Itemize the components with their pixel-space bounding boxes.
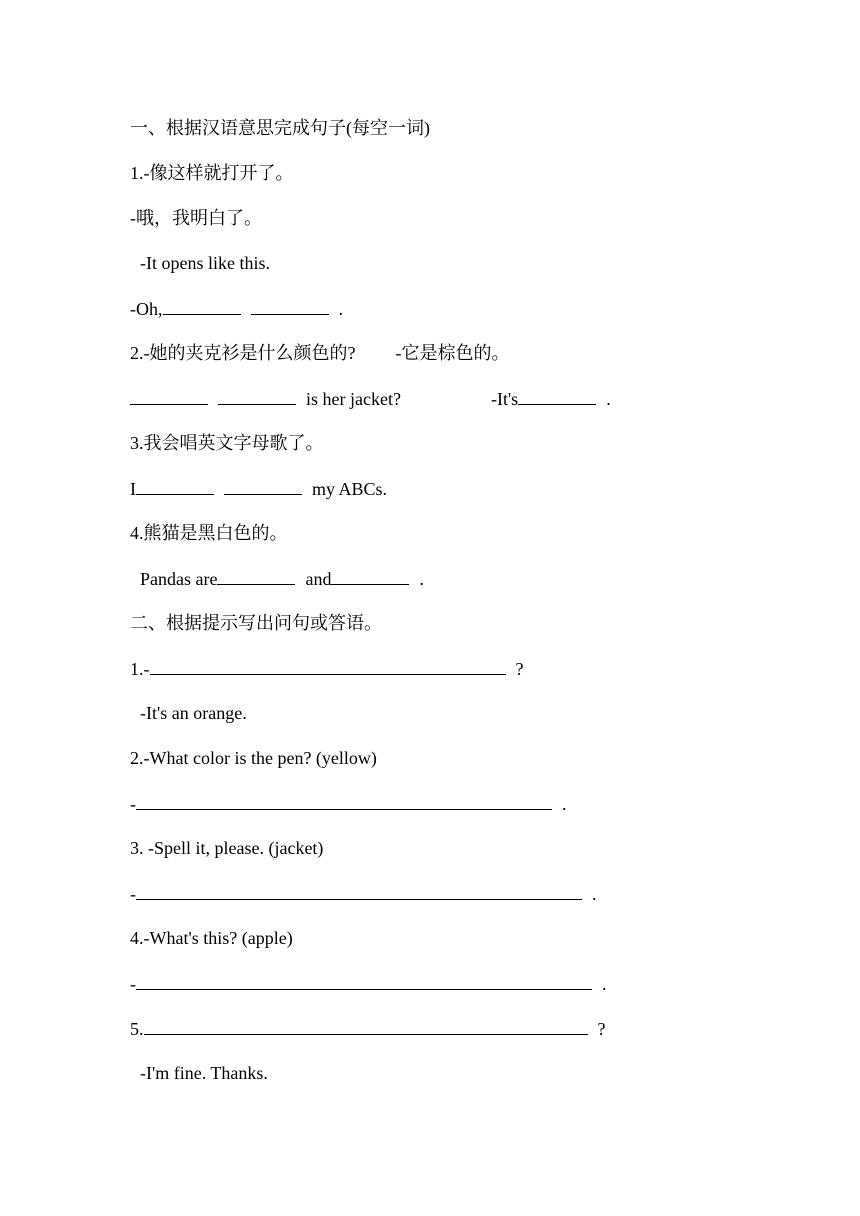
answer-blank[interactable] [251,296,329,315]
s2-q2-suffix: . [562,794,567,814]
s1-q1-chinese: 1.-像这样就打开了。 [130,163,294,183]
s1-q4-chinese: 4.熊猫是黑白色的。 [130,523,288,543]
s2-q2-question: 2.-What color is the pen? (yellow) [130,748,377,768]
s1-q2-answer: -它是棕色的。 [395,343,510,363]
s1-q1-english: -It opens like this. [140,253,270,273]
s2-q2-answer [130,791,567,816]
s1-q2-mid: is her jacket? [306,389,401,409]
answer-blank[interactable] [144,1016,588,1035]
s2-q3-question: 3. -Spell it, please. (jacket) [130,838,324,858]
answer-blank[interactable] [150,656,506,675]
s2-q1-suffix: ? [515,659,524,679]
s1-q3-english [130,476,387,501]
section1-heading: 一、根据汉语意思完成句子(每空一词) [130,118,430,138]
s2-q5-suffix: ? [597,1019,606,1039]
s1-q3-prefix: I [130,479,136,499]
s1-q2-question: 2.-她的夹克衫是什么颜色的? [130,343,356,363]
s2-q4-answer [130,971,607,996]
s1-q1-chinese-reply: -哦，我明白了。 [130,208,262,228]
s1-q2-english [130,386,611,411]
s1-q3-chinese: 3.我会唱英文字母歌了。 [130,433,324,453]
s2-q5-prefix: 5. [130,1019,144,1039]
answer-blank[interactable] [163,296,241,315]
answer-blank[interactable] [136,881,582,900]
answer-blank[interactable] [331,566,409,585]
s2-q4-suffix: . [602,974,607,994]
s1-q4-mid: and [305,569,332,589]
s2-q4-question: 4.-What's this? (apple) [130,928,293,948]
s1-q1-suffix: . [338,299,343,319]
answer-blank[interactable] [217,566,295,585]
answer-blank[interactable] [224,476,302,495]
s2-q1-answer: -It's an orange. [140,703,247,723]
s2-q2-prefix: - [130,794,136,814]
s1-q1-prefix: -Oh, [130,299,163,319]
s2-q5-answer: -I'm fine. Thanks. [140,1063,268,1083]
s1-q1-english-reply [130,296,343,321]
s1-q3-suffix: my ABCs. [312,479,388,499]
answer-blank[interactable] [518,386,596,405]
s1-q4-prefix: Pandas are [140,569,218,589]
s2-q3-answer [130,881,597,906]
s2-q1-question [130,656,524,681]
s2-q1-prefix: 1.- [130,659,150,679]
s1-q2-chinese [130,341,509,365]
s1-q2-suffix: . [606,389,611,409]
s2-q5-question [130,1016,606,1041]
s1-q2-answer-prefix: -It's [490,389,519,409]
answer-blank[interactable] [130,386,208,405]
s1-q4-english [140,566,424,591]
answer-blank[interactable] [136,476,214,495]
answer-blank[interactable] [136,971,592,990]
s2-q4-prefix: - [130,974,136,994]
answer-blank[interactable] [136,791,552,810]
s2-q3-prefix: - [130,884,136,904]
s1-q4-suffix: . [419,569,424,589]
answer-blank[interactable] [218,386,296,405]
s2-q3-suffix: . [592,884,597,904]
section2-heading: 二、根据提示写出问句或答语。 [130,613,382,633]
